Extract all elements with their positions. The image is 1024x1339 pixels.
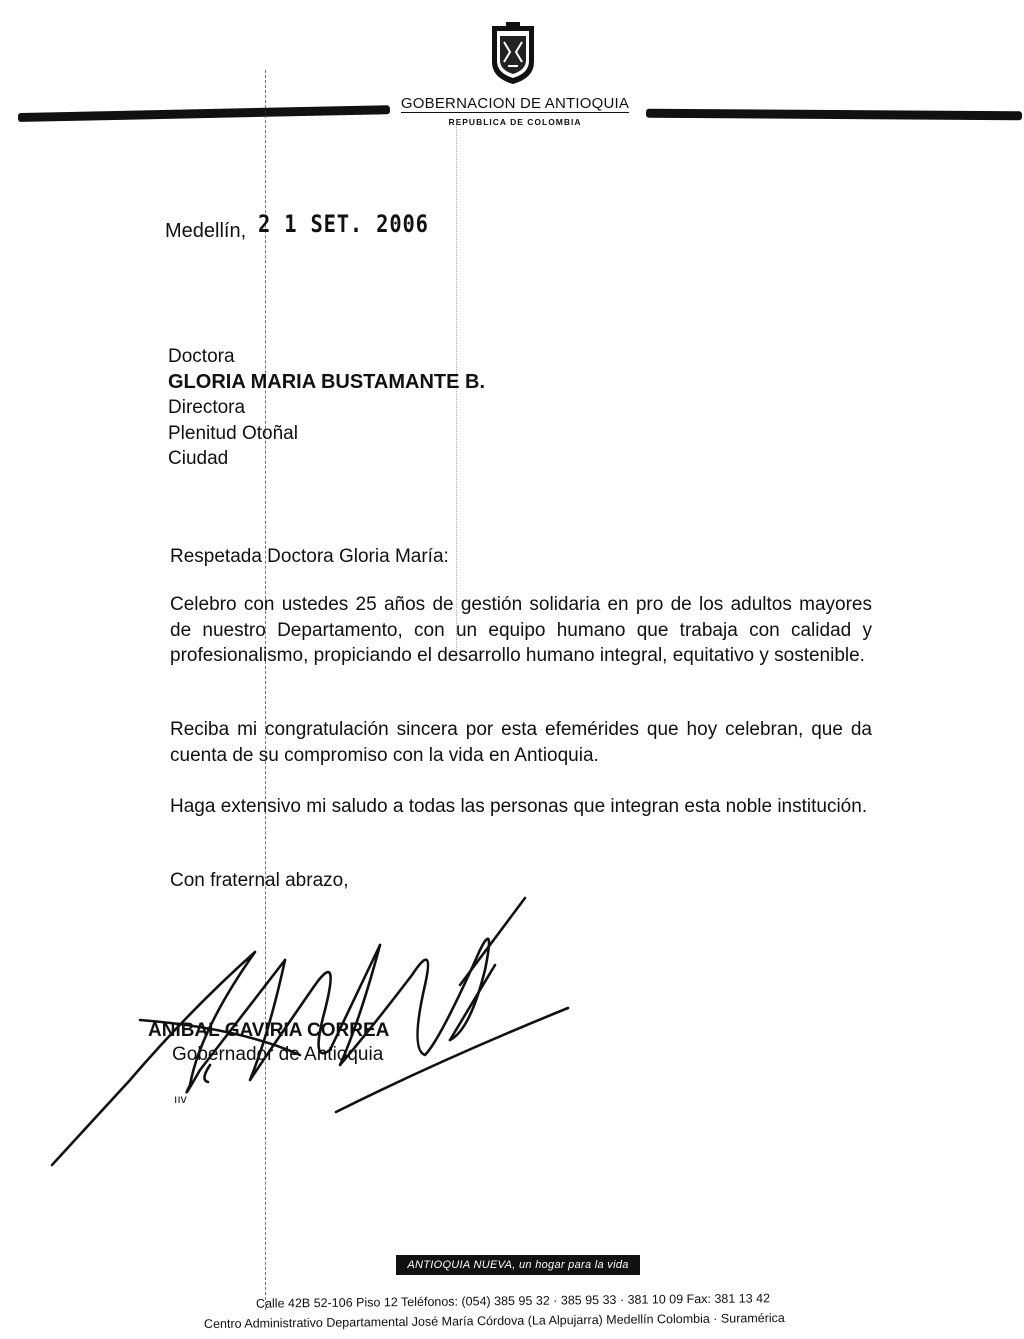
- date-city: Medellín,: [165, 220, 247, 242]
- header-bar-left: [18, 105, 390, 122]
- recipient-block: [168, 344, 485, 472]
- coat-of-arms-icon: [488, 22, 538, 86]
- paragraph-2: Reciba mi congratulación sincera por esta efemérides que hoy celebran, que da cuenta de su compromiso con la vida en Antioquia.: [170, 719, 872, 766]
- footer-address: Calle 42B 52-106 Piso 12 Teléfonos: (054) 385 95 32 · 385 95 33 · 381 10 09 Fax: 381 13 42: [255, 1291, 771, 1311]
- recipient-city: Ciudad: [168, 448, 229, 469]
- handwritten-signature: [40, 890, 600, 1180]
- paragraph-3: Haga extensivo mi saludo a todas las personas que integran esta noble institución.: [170, 796, 868, 817]
- footer-slogan: ANTIOQUIA NUEVA, un hogar para la vida: [396, 1255, 640, 1275]
- country-name: REPUBLICA DE COLOMBIA: [448, 117, 582, 127]
- paragraph-1: Celebro con ustedes 25 años de gestión solidaria en pro de los adultos mayores de nuestro Departamento, con un equipo humano que trabaja con calidad y profesionalismo, propiciando el desarrollo humano integral, equitativo y sostenible.: [170, 594, 872, 666]
- signer-title: Gobernador de Antioquia: [172, 1044, 384, 1065]
- recipient-position: Directora: [168, 397, 246, 418]
- header-bar-right: [646, 109, 1022, 121]
- recipient-institution: Plenitud Otoñal: [168, 422, 298, 444]
- signer-name: ANIBAL GAVIRIA CORREA: [148, 1020, 390, 1041]
- recipient-honorific: Doctora: [168, 346, 235, 367]
- footer-center: Centro Administrativo Departamental José María Córdova (La Alpujarra) Medellín Colombia · Suramérica: [203, 1310, 785, 1332]
- typist-initials: ııv: [174, 1092, 187, 1106]
- closing: Con fraternal abrazo,: [170, 870, 349, 891]
- date-stamp: 2 1 SET. 2006: [258, 210, 429, 238]
- recipient-name: GLORIA MARIA BUSTAMANTE B.: [168, 370, 486, 393]
- salutation: Respetada Doctora Gloria María:: [170, 546, 449, 567]
- organization-name: GOBERNACION DE ANTIOQUIA: [400, 95, 630, 112]
